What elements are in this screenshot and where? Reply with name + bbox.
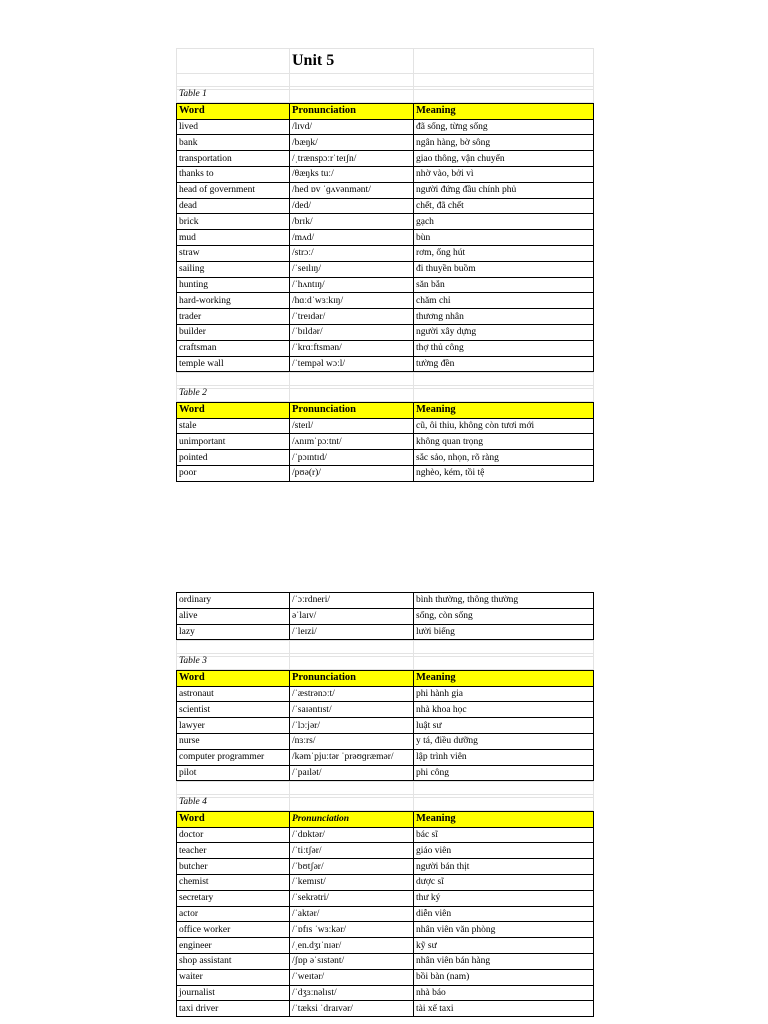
word-cell: lazy [177,624,290,640]
meaning-cell: nhân viên văn phòng [414,922,594,938]
meaning-cell: tường đền [414,356,594,372]
table-row [177,198,594,214]
table-2 [176,385,593,482]
table-caption: Table 4 [177,795,290,811]
word-cell: craftsman [177,340,290,356]
pronunciation-cell: /θæŋks tuː/ [290,166,414,182]
table-row [177,938,594,954]
table-1 [176,86,593,389]
meaning-cell: bình thường, thông thường [414,593,594,609]
meaning-cell: lập trình viên [414,749,594,765]
word-cell: brick [177,214,290,230]
header-pronunciation: Pronunciation [290,811,414,827]
meaning-cell: thương nhân [414,309,594,325]
table-row [177,450,594,466]
table-row [177,340,594,356]
word-cell: ordinary [177,593,290,609]
word-cell: pilot [177,765,290,781]
meaning-cell: ngân hàng, bờ sông [414,135,594,151]
word-cell: poor [177,465,290,481]
word-cell: engineer [177,938,290,954]
table-row [177,151,594,167]
meaning-cell: bùn [414,230,594,246]
table-row [177,182,594,198]
pronunciation-cell: /ˈkrɑːftsmən/ [290,340,414,356]
meaning-cell: đã sống, từng sống [414,119,594,135]
meaning-cell: cũ, ôi thiu, không còn tươi mới [414,418,594,434]
table-row [177,1001,594,1017]
pronunciation-cell: /ˈpaɪlət/ [290,765,414,781]
meaning-cell: nghèo, kém, tồi tệ [414,465,594,481]
meaning-cell: gạch [414,214,594,230]
word-cell: alive [177,608,290,624]
pronunciation-cell: /bæŋk/ [290,135,414,151]
table-row [177,765,594,781]
table-row [177,859,594,875]
pronunciation-cell: /ˈseɪlɪŋ/ [290,261,414,277]
pronunciation-cell: əˈlaɪv/ [290,608,414,624]
pronunciation-cell: /ˈsekrətri/ [290,890,414,906]
meaning-cell: luật sư [414,718,594,734]
table-2-continued [176,592,593,657]
meaning-cell: lười biếng [414,624,594,640]
word-cell: taxi driver [177,1001,290,1017]
table-row [177,953,594,969]
meaning-cell: nhờ vào, bởi vì [414,166,594,182]
pronunciation-cell: /ˈtæksi ˈdraɪvər/ [290,1001,414,1017]
word-cell: scientist [177,702,290,718]
header-pronunciation: Pronunciation [290,103,414,119]
table-header-row [177,402,594,418]
pronunciation-cell: /ˈbɪldər/ [290,324,414,340]
meaning-cell: diễn viên [414,906,594,922]
table-row [177,749,594,765]
pronunciation-cell: /kəmˈpjuːtər ˈprəʊɡræmər/ [290,749,414,765]
header-meaning: Meaning [414,670,594,686]
meaning-cell: nhân viên bán hàng [414,953,594,969]
meaning-cell: săn bắn [414,277,594,293]
table-row [177,418,594,434]
word-cell: dead [177,198,290,214]
pronunciation-cell: /ˈtiːtʃər/ [290,843,414,859]
meaning-cell: phi hành gia [414,686,594,702]
table-header-row [177,811,594,827]
meaning-cell: bác sĩ [414,827,594,843]
word-cell: builder [177,324,290,340]
table-row [177,277,594,293]
pronunciation-cell: /ʃɒp əˈsɪstənt/ [290,953,414,969]
meaning-cell: giáo viên [414,843,594,859]
pronunciation-cell: /lɪvd/ [290,119,414,135]
table-caption: Table 1 [177,87,290,103]
title-block [176,48,593,90]
meaning-cell: thợ thủ công [414,340,594,356]
pronunciation-cell: /ˈsaɪəntɪst/ [290,702,414,718]
header-word: Word [177,103,290,119]
word-cell: waiter [177,969,290,985]
pronunciation-cell: /ˈlɔːjər/ [290,718,414,734]
word-cell: bank [177,135,290,151]
table-row [177,874,594,890]
table-row [177,890,594,906]
word-cell: shop assistant [177,953,290,969]
word-cell: nurse [177,733,290,749]
table-row [177,324,594,340]
table-row [177,119,594,135]
meaning-cell: nhà báo [414,985,594,1001]
table-row [177,686,594,702]
pronunciation-cell: /ˈæstrənɔːt/ [290,686,414,702]
word-cell: straw [177,245,290,261]
meaning-cell: đi thuyền buồm [414,261,594,277]
table-row [177,293,594,309]
word-cell: head of government [177,182,290,198]
header-word: Word [177,670,290,686]
meaning-cell: sắc sảo, nhọn, rõ ràng [414,450,594,466]
meaning-cell: y tá, điều dưỡng [414,733,594,749]
pronunciation-cell: /ˈdʒɜːnəlɪst/ [290,985,414,1001]
table-row [177,608,594,624]
pronunciation-cell: /hed ɒv ˈɡʌvənmənt/ [290,182,414,198]
pronunciation-cell: /brɪk/ [290,214,414,230]
table-3 [176,653,593,798]
pronunciation-cell: /hɑːdˈwɜːkɪŋ/ [290,293,414,309]
word-cell: mud [177,230,290,246]
meaning-cell: phi công [414,765,594,781]
word-cell: actor [177,906,290,922]
header-word: Word [177,811,290,827]
word-cell: hard-working [177,293,290,309]
meaning-cell: không quan trọng [414,434,594,450]
table-row [177,922,594,938]
table-header-row [177,103,594,119]
pronunciation-cell: /ˈɒfɪs ˈwɜːkər/ [290,922,414,938]
pronunciation-cell: /nɜːrs/ [290,733,414,749]
meaning-cell: người đứng đầu chính phủ [414,182,594,198]
header-pronunciation: Pronunciation [290,402,414,418]
table-row [177,230,594,246]
word-cell: doctor [177,827,290,843]
table-header-row [177,670,594,686]
table-row [177,906,594,922]
header-meaning: Meaning [414,811,594,827]
table-row [177,969,594,985]
table-row [177,733,594,749]
meaning-cell: thư ký [414,890,594,906]
word-cell: transportation [177,151,290,167]
word-cell: astronaut [177,686,290,702]
header-meaning: Meaning [414,402,594,418]
meaning-cell: người bán thịt [414,859,594,875]
pronunciation-cell: /ˌtrænspɔːrˈteɪʃn/ [290,151,414,167]
word-cell: unimportant [177,434,290,450]
pronunciation-cell: /strɔː/ [290,245,414,261]
table-row [177,985,594,1001]
table-row [177,214,594,230]
word-cell: computer programmer [177,749,290,765]
pronunciation-cell: /ˈhʌntɪŋ/ [290,277,414,293]
word-cell: journalist [177,985,290,1001]
table-row [177,434,594,450]
meaning-cell: dược sĩ [414,874,594,890]
meaning-cell: sống, còn sống [414,608,594,624]
table-row [177,827,594,843]
table-row [177,465,594,481]
word-cell: lived [177,119,290,135]
table-row [177,843,594,859]
pronunciation-cell: /mʌd/ [290,230,414,246]
table-row [177,135,594,151]
pronunciation-cell: /ded/ [290,198,414,214]
table-caption: Table 3 [177,654,290,670]
meaning-cell: chết, đã chết [414,198,594,214]
page-title: Unit 5 [290,49,414,74]
meaning-cell: kỹ sư [414,938,594,954]
meaning-cell: bồi bàn (nam) [414,969,594,985]
pronunciation-cell: /ˈaktər/ [290,906,414,922]
pronunciation-cell: /steɪl/ [290,418,414,434]
word-cell: hunting [177,277,290,293]
pronunciation-cell: /ˈbʊtʃər/ [290,859,414,875]
word-cell: stale [177,418,290,434]
pronunciation-cell: /ʌnɪmˈpɔːtnt/ [290,434,414,450]
table-row [177,702,594,718]
pronunciation-cell: /ˈweɪtər/ [290,969,414,985]
word-cell: temple wall [177,356,290,372]
meaning-cell: tài xế taxi [414,1001,594,1017]
meaning-cell: người xây dựng [414,324,594,340]
pronunciation-cell: /ˈkemɪst/ [290,874,414,890]
table-row [177,718,594,734]
meaning-cell: nhà khoa học [414,702,594,718]
header-pronunciation: Pronunciation [290,670,414,686]
table-row [177,261,594,277]
pronunciation-cell: /ˈpɔɪntɪd/ [290,450,414,466]
word-cell: sailing [177,261,290,277]
meaning-cell: rơm, ống hút [414,245,594,261]
table-row [177,356,594,372]
word-cell: trader [177,309,290,325]
table-row [177,245,594,261]
word-cell: butcher [177,859,290,875]
table-row [177,166,594,182]
word-cell: chemist [177,874,290,890]
word-cell: teacher [177,843,290,859]
table-row [177,309,594,325]
word-cell: pointed [177,450,290,466]
header-word: Word [177,402,290,418]
pronunciation-cell: /ˈdɒktər/ [290,827,414,843]
pronunciation-cell: /ˈɔːrdneri/ [290,593,414,609]
word-cell: thanks to [177,166,290,182]
meaning-cell: chăm chỉ [414,293,594,309]
pronunciation-cell: /ˈtempəl wɔːl/ [290,356,414,372]
table-row [177,624,594,640]
pronunciation-cell: /ˌen.dʒɪˈnɪər/ [290,938,414,954]
table-row [177,593,594,609]
meaning-cell: giao thông, vận chuyển [414,151,594,167]
word-cell: secretary [177,890,290,906]
word-cell: lawyer [177,718,290,734]
pronunciation-cell: /ˈtreɪdər/ [290,309,414,325]
table-4 [176,794,593,1017]
pronunciation-cell: /pʊə(r)/ [290,465,414,481]
pronunciation-cell: /ˈleɪzi/ [290,624,414,640]
table-caption: Table 2 [177,386,290,402]
header-meaning: Meaning [414,103,594,119]
word-cell: office worker [177,922,290,938]
